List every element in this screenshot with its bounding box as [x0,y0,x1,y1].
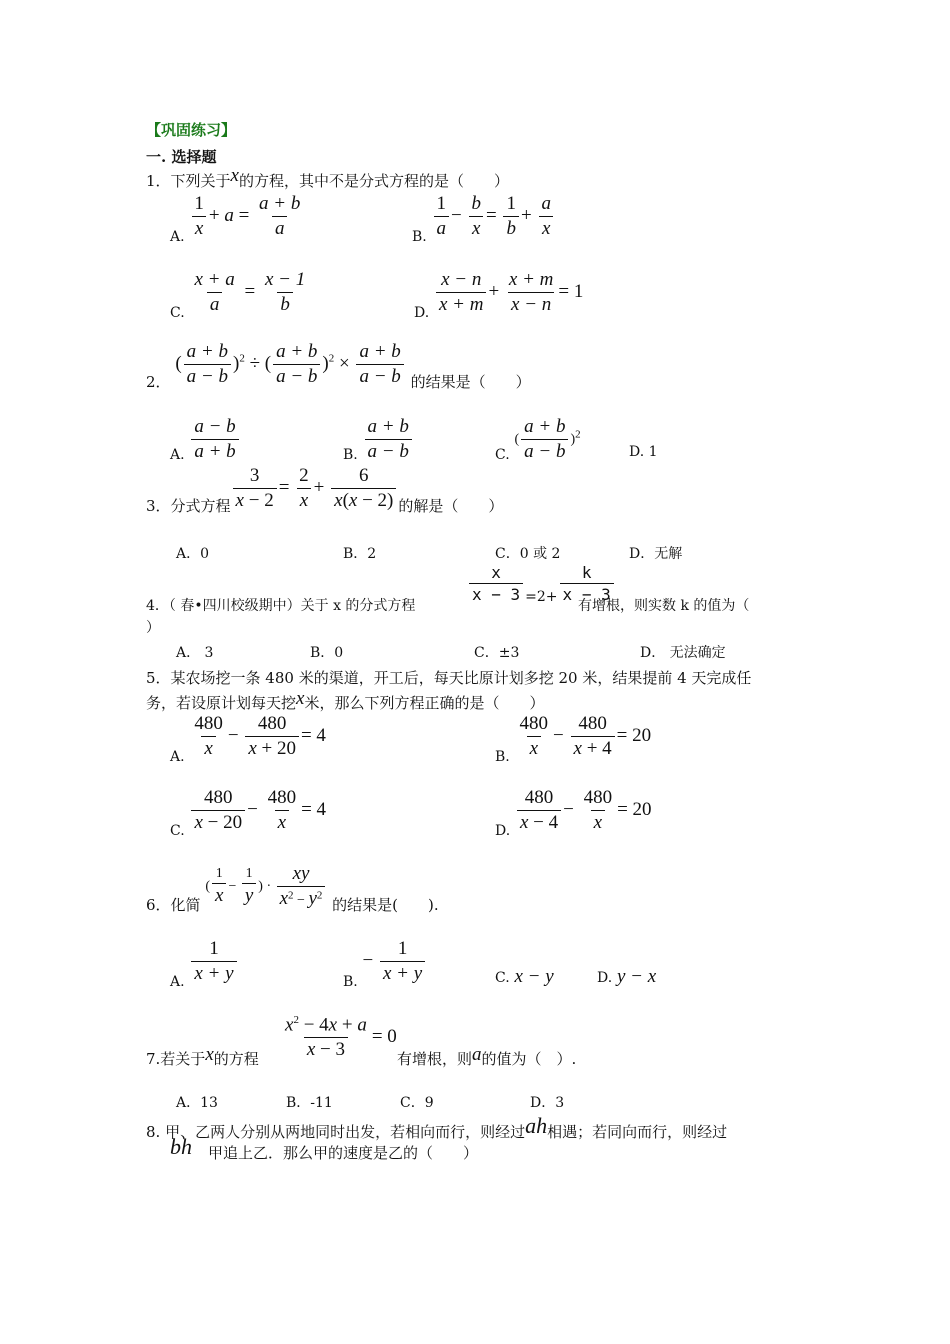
q3-option-d: D．无解 [629,546,683,562]
q6-option-b: B. − $\frac{1}{x + y}$ [343,938,427,985]
q2-option-b: B. $\frac{a + b}{a - b}$ [343,416,414,463]
q3-stem: 3．分式方程 $\frac{3}{x - 2}$ = $\frac{2}{x}$ + $\frac{6}{x(x - 2)}$ 的解是（ ） [146,465,504,515]
q6-option-a: A. $\frac{1}{x + y}$ [170,938,239,985]
q5-option-a: A. $\frac{480}{x}$ − $\frac{480}{x + 20}$ = 4 [170,713,326,765]
q7-option-d: D．3 [530,1095,565,1111]
q7-option-b: B．-11 [286,1095,333,1111]
q3-option-b: B．2 [343,546,377,562]
q2-stem: 2． ( $\frac{a + b}{a - b}$ )$^2$ ÷ ( $\frac{a + b}{a - b}$ )$^2$ × $\frac{a + b}{a - b}$ 的结果是（ ） [146,341,531,391]
q4-option-d: D． 无法确定 [640,645,726,661]
q5-option-d: D. $\frac{480}{x - 4}$ − $\frac{480}{x}$ = 20 [495,787,652,839]
q1-option-a: A. $\frac{1}{x}$ + a = $\frac{a + b}{a}$ [170,193,301,245]
q4-stem-end: 有增根，则实数 k 的值为（ [578,598,750,614]
q2-option-c: C. ( $\frac{a + b}{a - b}$ )$^2$ [495,416,581,463]
part-title: 一. 选择题 [146,148,217,166]
q4-option-a: A． 3 [176,645,214,661]
q4-close-paren: ） [146,620,160,636]
q7-stem-pre: 7.若关于x的方程 [146,1044,259,1068]
q6-stem: 6．化简 ( $\frac{1}{x}$ − $\frac{1}{y}$ ) · $\frac{xy}{x^2 - y^2}$ 的结果是( ). [146,863,439,914]
q8-line2: 甲追上乙．那么甲的速度是乙的（ ） [208,1144,479,1162]
q5-option-c: C. $\frac{480}{x - 20}$ − $\frac{480}{x}$ = 4 [170,787,327,839]
q1-option-d: D. $\frac{x - n}{x + m}$ + $\frac{x + m}{x - n}$ = 1 [414,269,584,321]
q4-option-c: C．±3 [474,645,520,661]
q4-equation: $\frac{x}{x - 3}$ =2+ $\frac{k}{x - 3}$ [467,563,616,604]
q5-line2: 务，若设原计划每天挖x米，那么下列方程正确的是（ ） [146,688,545,712]
q4-stem: 4．（ 春•四川校级期中）关于 x 的分式方程 [146,598,416,614]
q1-stem: 1．下列关于x的方程，其中不是分式方程的是（ ） [146,165,509,190]
q3-option-a: A．0 [176,546,210,562]
q6-option-c: C. x − y [495,966,554,987]
q1-option-c: C. $\frac{x + a}{a}$ = $\frac{x - 1}{b}$ [170,269,306,321]
q4-option-b: B．0 [310,645,344,661]
q2-option-d: D. 1 [629,444,658,460]
q5-option-b: B. $\frac{480}{x}$ − $\frac{480}{x + 4}$ = 20 [495,713,652,765]
q3-option-c: C．0 或 2 [495,546,561,562]
section-title: 【巩固练习】 [146,121,237,139]
q7-option-a: A．13 [176,1095,218,1111]
q8-line1: 8. 甲、乙两人分别从两地同时出发，若相向而行，则经过ah相遇；若同向而行，则经过 [146,1113,728,1141]
q7-equation: $\frac{x^2 - 4x + a}{x - 3}$ = 0 [285,1014,397,1061]
q6-option-d: D. y − x [597,966,657,987]
q8-bh: bh [170,1134,192,1159]
q5-line1: 5．某农场挖一条 480 米的渠道，开工后，每天比原计划多挖 20 米，结果提前 4 天完成任 [146,669,752,687]
q2-option-a: A. $\frac{a - b}{a + b}$ [170,416,241,463]
q7-option-c: C．9 [400,1095,434,1111]
q7-stem-post: 有增根，则a的值为（ ）. [397,1044,577,1068]
q1-option-b: B. $\frac{1}{a}$ − $\frac{b}{x}$ = $\frac{1}{b}$ + $\frac{a}{x}$ [412,193,556,240]
